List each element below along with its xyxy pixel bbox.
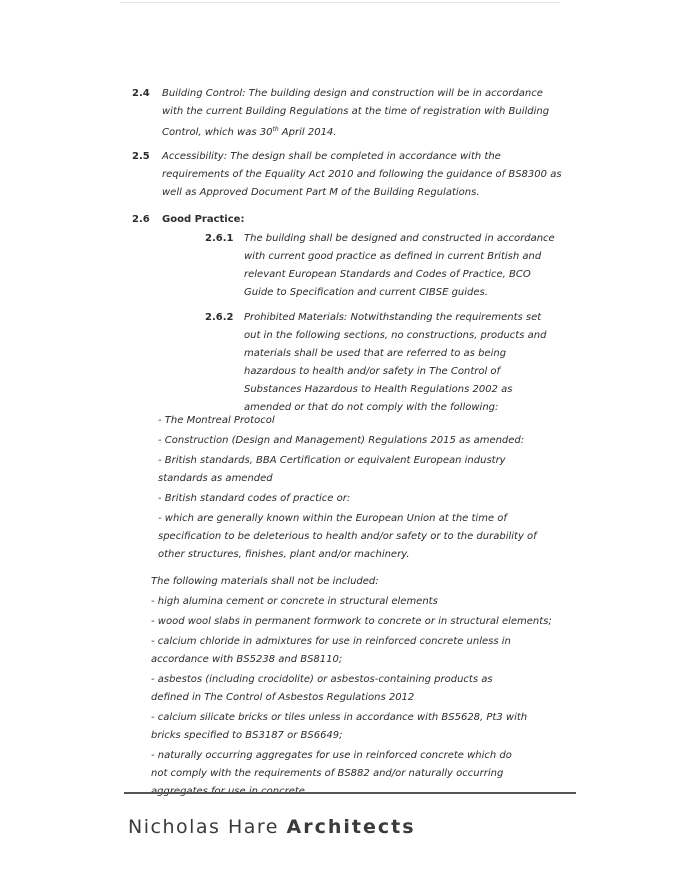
- list-item: - wood wool slabs in permanent formwork to concrete or in structural elements;: [151, 616, 552, 627]
- list-item: - naturally occurring aggregates for use in reinforced concrete which do not comply with the requirements of BS882 and/or naturally occurring: [151, 750, 512, 779]
- subsection-text-2-6-2: Prohibited Materials: Notwithstanding the requirements set out in the following sections, no constructions, products and materials shall be used that are referred to as being hazardous to health and/or safety in The Control of Substances Hazardous to Health Regulations 2002 as amended or that do not comply with the following:: [244, 312, 547, 413]
- section-heading-good-practice: Good Practice:: [162, 214, 245, 225]
- list-item: - British standard codes of practice or:: [158, 493, 351, 504]
- section-number-2-5: 2.5: [132, 151, 150, 162]
- subsection-number-2-6-1: 2.6.1: [205, 233, 234, 244]
- list-item: - calcium silicate bricks or tiles unless in accordance with BS5628, Pt3 with bricks specified to BS3187 or BS6649;: [151, 712, 528, 741]
- list-item: - asbestos (including crocidolite) or asbestos-containing products as defined in The Control of Asbestos Regulations 2012: [151, 674, 493, 703]
- list-item: - Construction (Design and Management) Regulations 2015 as amended:: [158, 435, 525, 446]
- subsection-text-2-6-1: The building shall be designed and constructed in accordance with current good practice as defined in current British and relevant European Standards and Codes of Practice, BCO Guide to Specification and current CIBSE guides.: [244, 233, 555, 298]
- top-divider: [120, 2, 560, 3]
- list-item: - high alumina cement or concrete in structural elements: [151, 596, 438, 607]
- list-item: - which are generally known within the European Union at the time of specification to be deleterious to health and/or safety or to the durability of other structures, finishes, plant and/or machinery.: [158, 513, 537, 560]
- footer-brand-logo: [128, 816, 416, 838]
- excluded-intro: The following materials shall not be included:: [151, 576, 379, 587]
- list-item: - The Montreal Protocol: [158, 415, 275, 426]
- section-number-2-6: 2.6: [132, 214, 150, 225]
- brand-suffix: Architects: [286, 816, 416, 838]
- excluded-materials-block: [151, 573, 561, 801]
- list-item: - calcium chloride in admixtures for use in reinforced concrete unless in accordance with BS5238 and BS8110;: [151, 636, 511, 665]
- section-text-2-4: Building Control: The building design and construction will be in accordance with the current Building Regulations at the time of registration with Building Control, which was 30th April 2014.: [162, 88, 550, 138]
- list-item: - British standards, BBA Certification or equivalent European industry standards as amended: [158, 455, 506, 484]
- section-text-2-5: Accessibility: The design shall be completed in accordance with the requirements of the Equality Act 2010 and following the guidance of BS8300 as well as Approved Document Part M of the Building Regulations.: [162, 151, 562, 198]
- compliance-list: [158, 412, 558, 564]
- section-number-2-4: 2.4: [132, 88, 150, 99]
- brand-name: Nicholas Hare: [128, 816, 279, 838]
- footer-divider: [124, 792, 576, 794]
- subsection-number-2-6-2: 2.6.2: [205, 312, 234, 323]
